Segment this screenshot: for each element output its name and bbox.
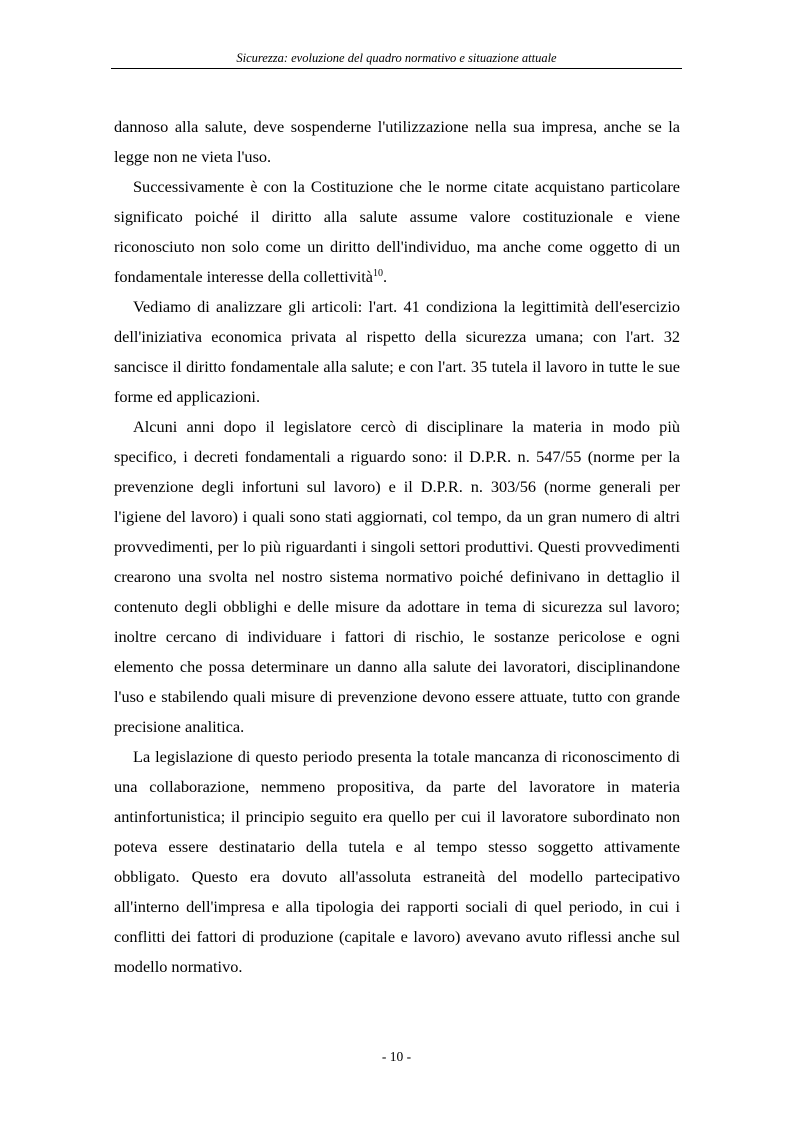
running-header: Sicurezza: evoluzione del quadro normativo e situazione attuale (111, 50, 682, 69)
paragraph-punctuation: . (383, 267, 388, 286)
paragraph-legislazione: La legislazione di questo periodo presenta la totale mancanza di riconoscimento di una collaborazione, nemmeno propositiva, da parte del lavoratore in materia antinfortunistica; il principio seguito era quello per cui il lavoratore subordinato non poteva essere destinatario della tutela e al tempo stesso soggetto attivamente obbligato. Questo era dovuto all'assoluta estraneità del modello partecipativo all'interno dell'impresa e alla tipologia dei rapporti sociali di quel periodo, in cui i conflitti dei fattori di produzione (capitale e lavoro) avevano avuto riflessi anche sul modello normativo. (114, 747, 680, 976)
paragraph-articoli: Vediamo di analizzare gli articoli: l'art. 41 condiziona la legittimità dell'esercizio dell'iniziativa economica privata al rispetto della sicurezza umana; con l'art. 32 sancisce il diritto fondamentale alla salute; e con l'art. 35 tutela il lavoro in tutte le sue forme ed applicazioni. (114, 297, 680, 406)
paragraph-continuation: dannoso alla salute, deve sospenderne l'utilizzazione nella sua impresa, anche se la legge non ne vieta l'uso. (114, 117, 680, 166)
page-number: - 10 - (381, 1049, 412, 1064)
paragraph-decreti: Alcuni anni dopo il legislatore cercò di disciplinare la materia in modo più specifico, i decreti fondamentali a riguardo sono: il D.P.R. n. 547/55 (norme per la prevenzione degli infortuni sul lavoro) e il D.P.R. n. 303/56 (norme generali per l'igiene del lavoro) i quali sono stati aggiornati, col tempo, da un gran numero di altri provvedimenti, per lo più riguardanti i singoli settori produttivi. Questi provvedimenti crearono una svolta nel nostro sistema normativo poiché definivano in dettaglio il contenuto degli obblighi e delle misure da adottare in tema di sicurezza sul lavoro; inoltre cercano di individuare i fattori di rischio, le sostanze pericolose e ogni elemento che possa determinare un danno alla salute dei lavoratori, disciplinandone l'uso e stabilendo quali misure di prevenzione devono essere attuate, tutto con grande precisione analitica. (114, 417, 680, 736)
paragraph-costituzione (114, 172, 680, 292)
paragraph-text: Successivamente è con la Costituzione che le norme citate acquistano particolare significato poiché il diritto alla salute assume valore costituzionale e viene riconosciuto non solo come un diritto dell'individuo, ma anche come oggetto di un fondamentale interesse della collettività (114, 177, 680, 286)
footnote-reference[interactable]: 10 (373, 268, 384, 279)
body-text (114, 112, 680, 982)
